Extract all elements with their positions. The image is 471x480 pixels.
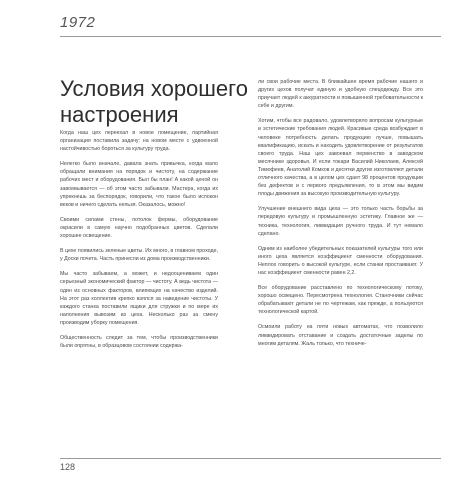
bottom-divider — [60, 458, 441, 459]
top-divider — [60, 36, 441, 37]
year-heading: 1972 — [60, 14, 96, 31]
paragraph: Когда наш цех переехал в новое помещение, партийная организация поставила задачу: на новом месте с удвоенной настойчивостью бороться за культуру труда. — [60, 130, 218, 153]
article-title: Условия хорошего настроения — [60, 76, 248, 127]
right-text-column — [258, 78, 423, 355]
page-number: 128 — [60, 462, 76, 472]
paragraph: Нелегко было вначале, давала знать привычка, когда мало обращали внимания на порядок и чистоту, на содержание рабочих мест и оборудования. Был бы план! А какой ценой он завоевывается — об этом часто забывали. Мастера, когда их упрекнешь за беспорядок, говорили, что такое было испокон веков и ничего сделать нельзя. Оказалось, можно! — [60, 161, 218, 208]
paragraph: Все оборудование расставлено по технологическому потоку, хорошо освещено. Пересмотрена технология. Станочники сейчас обрабатывают детали не по чертежам, как прежде, а пользуются технологической картой. — [258, 285, 423, 316]
paragraph: Хотим, чтобы все радовало, удовлетворяло вопросам культурные и эстетические требования людей. Красивые среда возбуждает в человеке потребность делать продукцию лучше, повышать квалификацию, искать и находить удовлетворение от результатов своего труда. Наш цех завоевал первенство в заводском месячнике здоровья. И если токари Василий Николаев, Алексей Тимофеев, Анатолий Комков и десятки других изготовляют детали отличного качества, а в целом цех сдает 98 процентов продукции без дефектов и с первого предъявления, то в этом мы видим плоды движения за высокую производительную культуру. — [258, 118, 423, 198]
paragraph: Своими силами стены, потолок фермы, оборудование окрасили в самую научно подобранных цветов. Сделали хорошее освещение. — [60, 216, 218, 240]
paragraph: Общественность следит за тем, чтобы производственники были опрятны, в образцовом состоянии содержа- — [60, 334, 218, 350]
paragraph: В цехе появились зеленые цветы. Их много, в главном проходе, у Доски почета. Часть принесли из дома производственники. — [60, 248, 218, 263]
paragraph: Улучшение внешнего вида цеха — это только часть борьбы за передовую культуру и промышленную эстетику. Главное же — техника, технология, ликвидация ручного труда. И тут немало сделано. — [258, 206, 423, 237]
paragraph: Мы часто забываем, а может, и недооцениваем один серьезный экономический фактор — чистоту. А ведь чистота — один из основных факторов, влияющих на качество изделий. На этот раз коллектив крепко взялся за наведение чистоты. У каждого станка поставили ящики для стружки и по мере их наполнения вывозим из цеха. Несколько раз за смену производим уборку помещения. — [60, 271, 218, 326]
paragraph: ли свои рабочие места. В ближайшее время рабочие нашего и других цехов получат единую и удобную спецодежду. Все это приучает людей к аккуратности и повышенной требовательности к себе и другим. — [258, 79, 423, 110]
left-text-column — [60, 129, 218, 357]
paragraph: Осмоили работу на пяти новых автоматах, что позволило ликвидировать отставание и создать достаточные заделы по многим деталям. Жаль только, что техниче- — [258, 324, 423, 347]
paragraph: Одним из наиболее убедительных показателей культуры того или иного цеха является коэффициент сменности оборудования. Неплох говорить о высокой культуре, если станки простаивают. У нас коэффициент сменности равен 2,2. — [258, 245, 423, 276]
